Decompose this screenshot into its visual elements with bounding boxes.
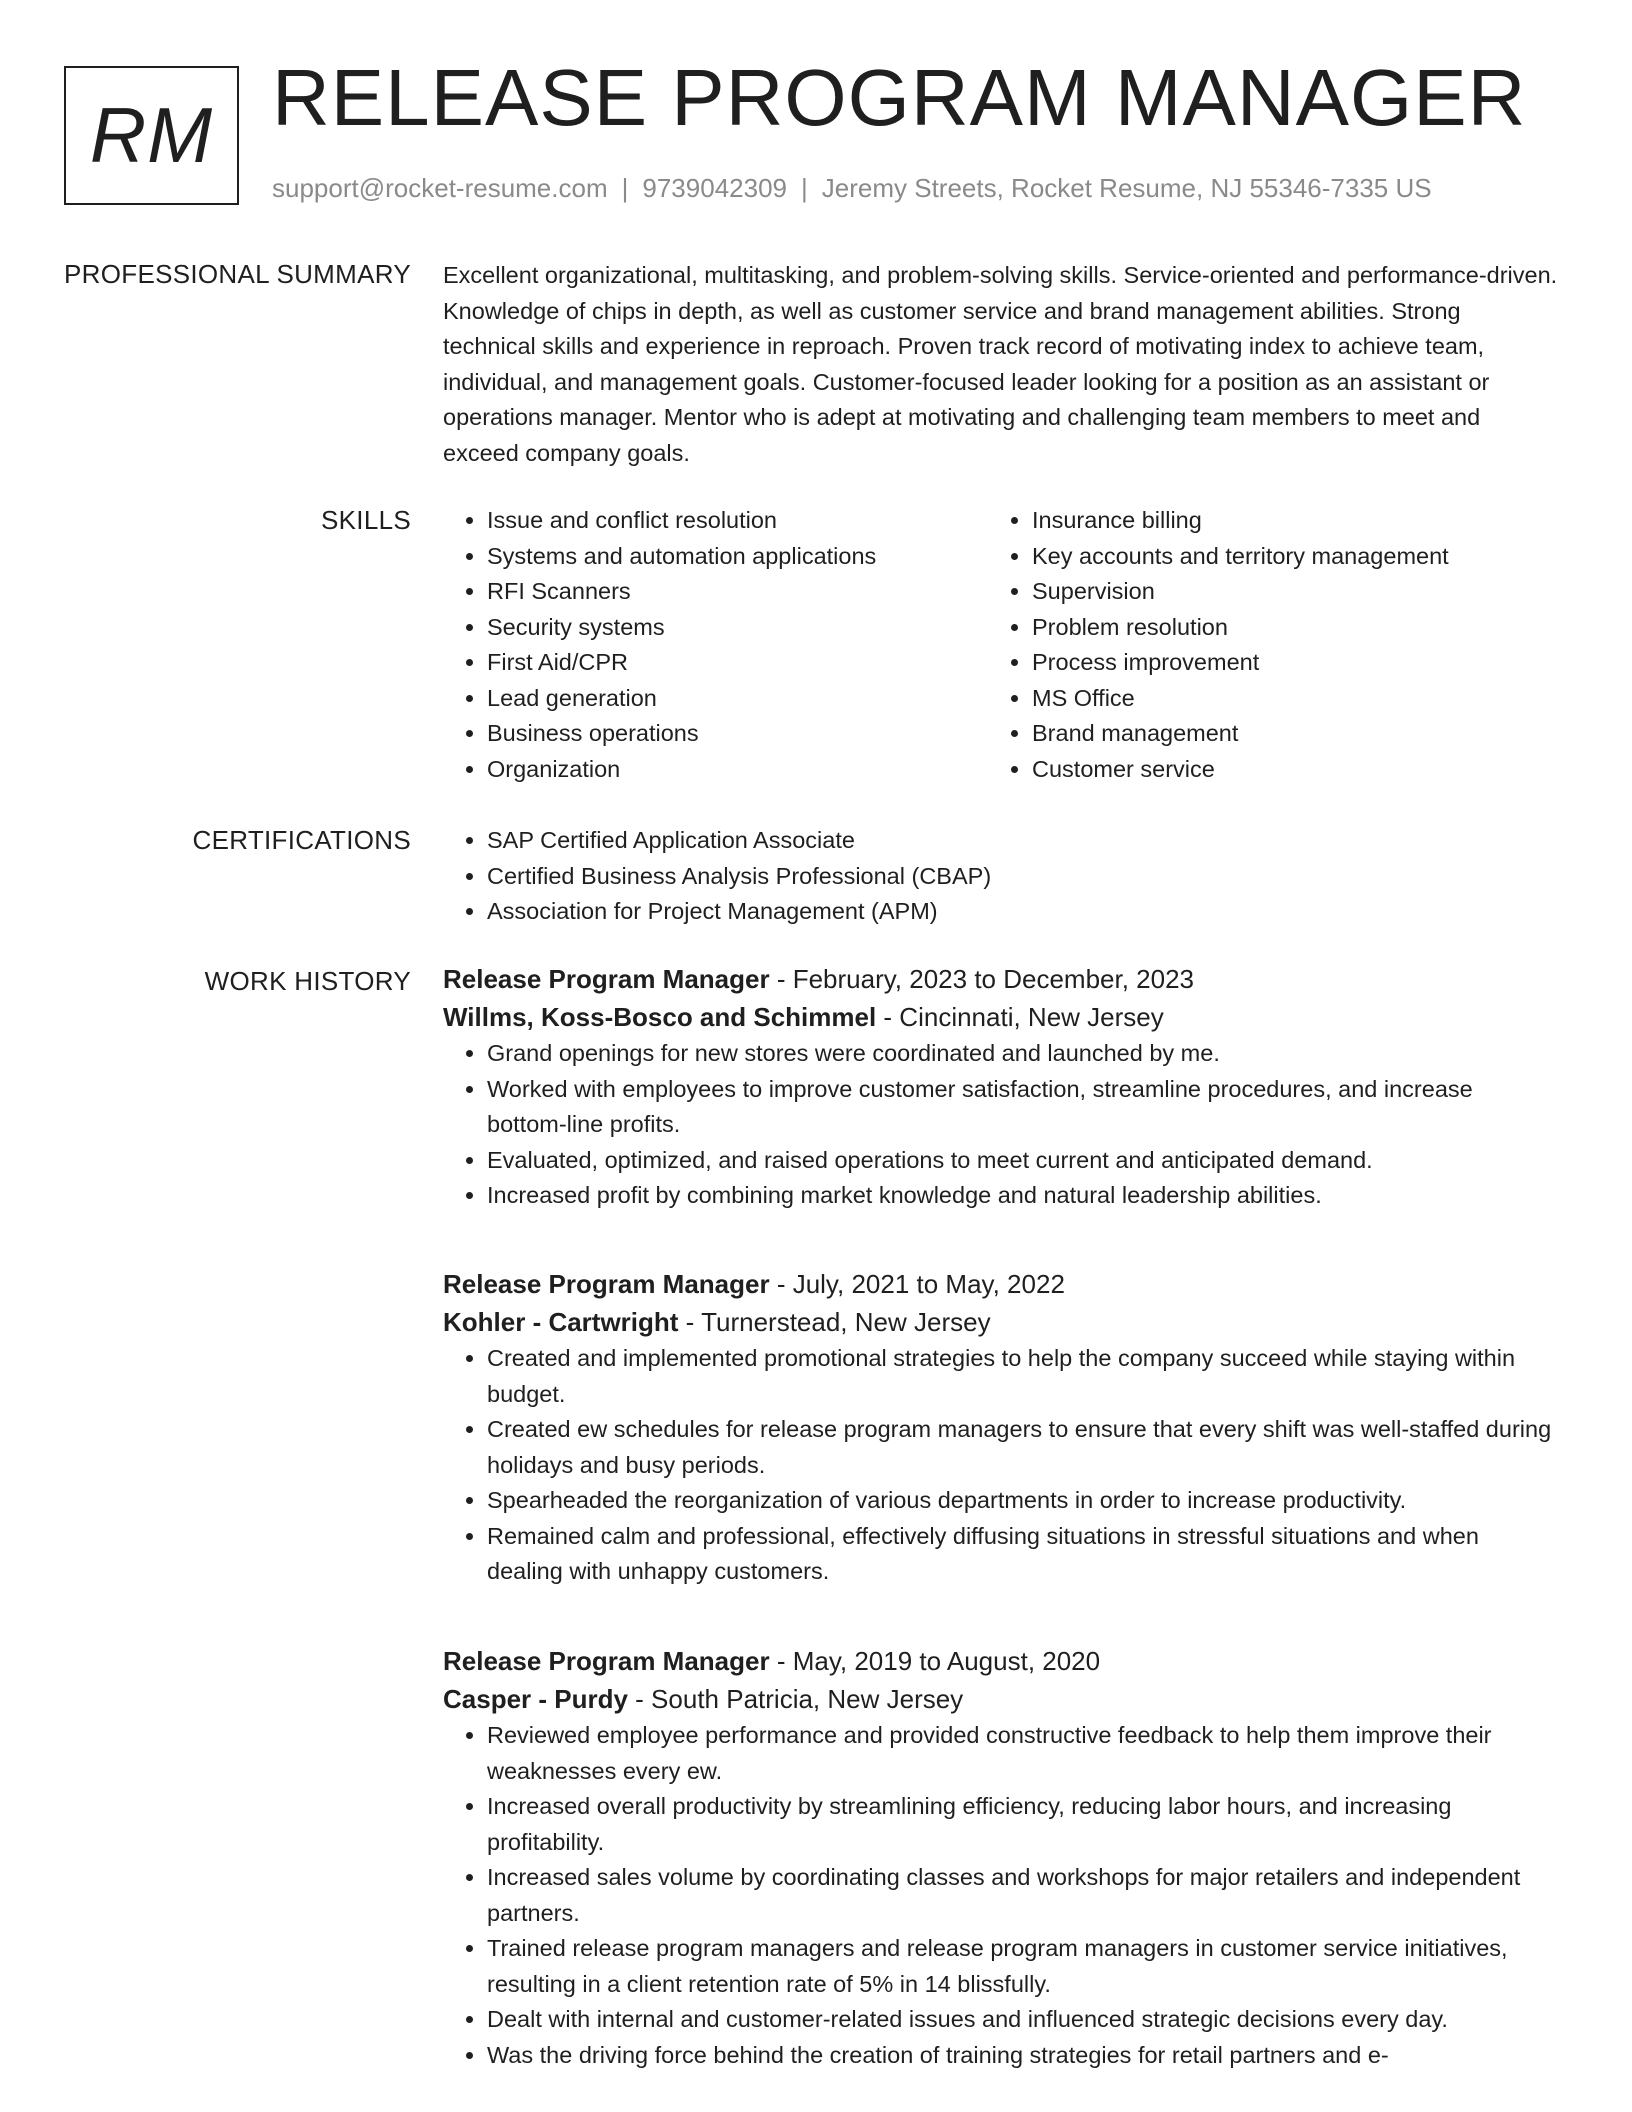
job-location: - Turnerstead, New Jersey (678, 1307, 991, 1337)
job-bullet: • Remained calm and professional, effectively diffusing situations in stressful situations and when dealing with unhappy customers. (487, 1519, 1558, 1590)
job-title: Release Program Manager (443, 964, 770, 994)
job-title-line (443, 1265, 1558, 1303)
job-company: Kohler - Cartwright (443, 1307, 679, 1337)
job-bullet: • Worked with employees to improve customer satisfaction, streamline procedures, and increase bottom-line profits. (487, 1072, 1558, 1143)
certification-item: • Certified Business Analysis Professional (CBAP) (487, 859, 1558, 895)
skill-item: • RFI Scanners (487, 574, 988, 610)
job-dates: - July, 2021 to May, 2022 (769, 1269, 1065, 1299)
contact-separator: | (621, 173, 629, 203)
contact-separator: | (801, 173, 808, 203)
skill-item: • Business operations (487, 716, 988, 752)
skills-column-right (988, 503, 1533, 787)
skills-heading: SKILLS (321, 505, 411, 535)
job-bullet: • Trained release program managers and release program managers in customer service initiatives, resulting in a client retention rate of 5% in 14 blissfully. (487, 1931, 1558, 2002)
skill-item: • Systems and automation applications (487, 539, 988, 575)
job-bullet: • Increased sales volume by coordinating classes and workshops for major retailers and independent partners. (487, 1860, 1558, 1931)
job-bullet: • Increased profit by combining market knowledge and natural leadership abilities. (487, 1178, 1558, 1214)
certifications-heading: CERTIFICATIONS (192, 825, 411, 855)
job-bullet: • Created ew schedules for release program managers to ensure that every shift was well-staffed during holidays and busy periods. (487, 1412, 1558, 1483)
contact-address: Jeremy Streets, Rocket Resume, NJ 55346-7335 US (821, 173, 1432, 203)
job-dates: - February, 2023 to December, 2023 (769, 964, 1195, 994)
job-bullet: • Spearheaded the reorganization of various departments in order to increase productivity. (487, 1483, 1558, 1519)
job-company-line (443, 1680, 1558, 1718)
job-title: Release Program Manager (443, 1646, 770, 1676)
skill-item: • Supervision (1032, 574, 1533, 610)
summary-heading: PROFESSIONAL SUMMARY (64, 259, 411, 289)
skill-item: • Insurance billing (1032, 503, 1533, 539)
job-title-line (443, 960, 1558, 998)
job-bullets (443, 1036, 1558, 1214)
job-bullet: • Dealt with internal and customer-related issues and influenced strategic decisions every day. (487, 2002, 1558, 2038)
job-bullet: • Grand openings for new stores were coordinated and launched by me. (487, 1036, 1558, 1072)
job-location: - South Patricia, New Jersey (627, 1684, 964, 1714)
skill-item: • Problem resolution (1032, 610, 1533, 646)
job-bullet: • Evaluated, optimized, and raised operations to meet current and anticipated demand. (487, 1143, 1558, 1179)
job-company: Casper - Purdy (443, 1684, 628, 1714)
page-title: RELEASE PROGRAM MANAGER (272, 53, 1527, 142)
skill-item: • Process improvement (1032, 645, 1533, 681)
job-company: Willms, Koss-Bosco and Schimmel (443, 1002, 877, 1032)
skill-item: • Key accounts and territory management (1032, 539, 1533, 575)
job-bullet: • Was the driving force behind the creation of training strategies for retail partners and e- (487, 2038, 1558, 2074)
job-location: - Cincinnati, New Jersey (876, 1002, 1164, 1032)
skill-item: • First Aid/CPR (487, 645, 988, 681)
job-bullets (443, 1341, 1558, 1590)
skills-column-left (443, 503, 988, 787)
work-history-heading: WORK HISTORY (204, 966, 411, 996)
job-company-line (443, 1303, 1558, 1341)
monogram-initials: RM (89, 91, 214, 179)
skill-item: • Organization (487, 752, 988, 788)
job-bullets (443, 1718, 1558, 2073)
job-bullet: • Increased overall productivity by streamlining efficiency, reducing labor hours, and increasing profitability. (487, 1789, 1558, 1860)
job-entry (443, 1642, 1558, 2073)
skill-item: • Brand management (1032, 716, 1533, 752)
job-company-line (443, 998, 1558, 1036)
skills-list (443, 503, 1558, 787)
certification-item: • SAP Certified Application Associate (487, 823, 1558, 859)
job-title-line (443, 1642, 1558, 1680)
job-title: Release Program Manager (443, 1269, 770, 1299)
summary-text: Excellent organizational, multitasking, and problem-solving skills. Service-oriented and performance-driven. Knowledge of chips in depth, as well as customer service and brand management abilities. Strong technical skills and experience in reproach. Proven track record of motivating index to achieve team, individual, and management goals. Customer-focused leader looking for a position as an assistant or operations manager. Mentor who is adept at motivating and challenging team members to meet and exceed company goals. (443, 262, 1558, 466)
job-dates: - May, 2019 to August, 2020 (769, 1646, 1101, 1676)
contact-phone[interactable]: 9739042309 (642, 173, 787, 203)
job-bullet: • Created and implemented promotional strategies to help the company succeed while staying within budget. (487, 1341, 1558, 1412)
skill-item: • Customer service (1032, 752, 1533, 788)
certification-item: • Association for Project Management (APM) (487, 894, 1558, 930)
certifications-list (443, 823, 1558, 930)
skill-item: • Lead generation (487, 681, 988, 717)
contact-line (272, 173, 1432, 204)
job-entry (443, 1265, 1558, 1590)
monogram-box (64, 66, 239, 205)
skill-item: • MS Office (1032, 681, 1533, 717)
job-entry (443, 960, 1558, 1214)
skill-item: • Security systems (487, 610, 988, 646)
skill-item: • Issue and conflict resolution (487, 503, 988, 539)
job-bullet: • Reviewed employee performance and provided constructive feedback to help them improve their weaknesses every ew. (487, 1718, 1558, 1789)
contact-email[interactable]: support@rocket-resume.com (272, 173, 608, 203)
